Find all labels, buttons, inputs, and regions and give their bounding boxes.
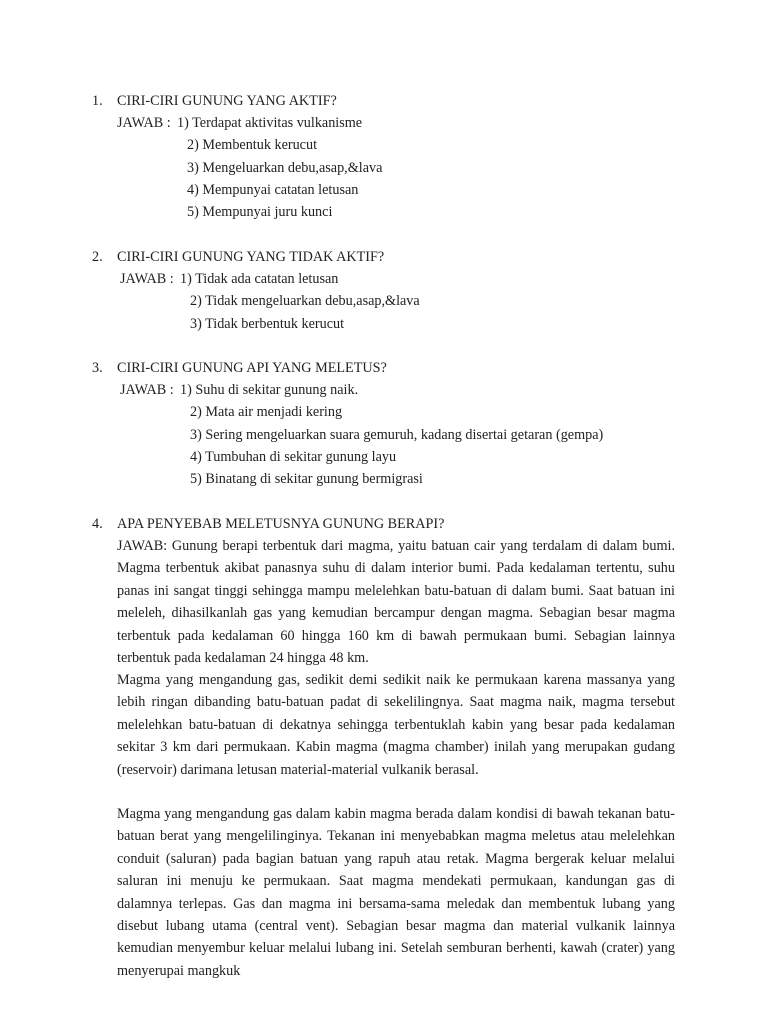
answer-label: JAWAB :	[117, 115, 171, 131]
question-number: 3.	[92, 360, 103, 376]
question-title: APA PENYEBAB MELETUSNYA GUNUNG BERAPI?	[117, 516, 445, 532]
answer-item: 1) Tidak ada catatan letusan	[180, 271, 339, 287]
answer-item: 5) Mempunyai juru kunci	[187, 204, 333, 221]
answer-item: 2) Tidak mengeluarkan debu,asap,&lava	[190, 293, 420, 310]
question-number: 1.	[92, 93, 103, 109]
answer-item: 3) Mengeluarkan debu,asap,&lava	[187, 159, 383, 176]
answer-item: 5) Binatang di sekitar gunung bermigrasi	[190, 471, 423, 488]
answer-label: JAWAB :	[120, 382, 174, 398]
answer-item: 4) Tumbuhan di sekitar gunung layu	[190, 448, 397, 465]
answer-item: 4) Mempunyai catatan letusan	[187, 181, 359, 198]
answer-item: 2) Membentuk kerucut	[187, 137, 318, 154]
answer-paragraph-2: Magma yang mengandung gas, sedikit demi sedikit naik ke permukaan karena massanya yang lebih ringan dibanding batu-batuan padat di sekelilingnya. Saat magma naik, magma tersebut melelehkan batu-batuan di dekatnya sehingga terbentuklah kabin yang besar pada kedalaman sekitar 3 km dari permukaan. Kabin magma (magma chamber) inilah yang merupakan gudang (reservoir) darimana letusan material-material vulkanik berasal.	[117, 672, 675, 778]
answer-item: 3) Sering mengeluarkan suara gemuruh, kadang disertai getaran (gempa)	[190, 426, 604, 443]
answer-label: JAWAB :	[120, 271, 174, 287]
answer-paragraph-3: Magma yang mengandung gas dalam kabin magma berada dalam kondisi di bawah tekanan batu-batuan berat yang mengelilinginya. Tekanan ini menyebabkan magma meletus atau melelehkan conduit (saluran) pada bagian batuan yang rapuh atau retak. Magma bergerak keluar melalui saluran ini menuju ke permukaan. Saat magma mendekati permukaan, kandungan gas di dalamnya terlepas. Gas dan magma ini bersama-sama meledak dan membentuk lubang yang disebut lubang utama (central vent). Sebagian besar magma dan material vulkanik lainnya kemudian menyembur keluar melalui lubang ini. Setelah semburan berhenti, kawah (crater) yang menyerupai mangkuk	[117, 806, 675, 979]
answer-item: 1) Suhu di sekitar gunung naik.	[180, 382, 359, 398]
answer-item: 1) Terdapat aktivitas vulkanisme	[177, 115, 363, 131]
answer-paragraph-1: JAWAB: Gunung berapi terbentuk dari magma, yaitu batuan cair yang terdalam di dalam bumi. Magma terbentuk akibat panasnya suhu di dalam interior bumi. Pada kedalaman tertentu, suhu panas ini sangat tinggi sehingga mampu melelehkan batu-batuan di dalam bumi. Saat batuan ini meleleh, dihasilkanlah gas yang kemudian bercampur dengan magma. Sebagian besar magma terbentuk pada kedalaman 60 hingga 160 km di bawah permukaan bumi. Sebagian lainnya terbentuk pada kedalaman 24 hingga 48 km.	[117, 538, 675, 667]
answer-item: 2) Mata air menjadi kering	[190, 404, 343, 421]
question-number: 4.	[92, 516, 103, 532]
answer-item: 3) Tidak berbentuk kerucut	[190, 315, 345, 332]
question-title: CIRI-CIRI GUNUNG API YANG MELETUS?	[117, 360, 387, 376]
question-title: CIRI-CIRI GUNUNG YANG AKTIF?	[117, 93, 337, 109]
question-number: 2.	[92, 249, 103, 265]
question-title: CIRI-CIRI GUNUNG YANG TIDAK AKTIF?	[117, 249, 385, 265]
